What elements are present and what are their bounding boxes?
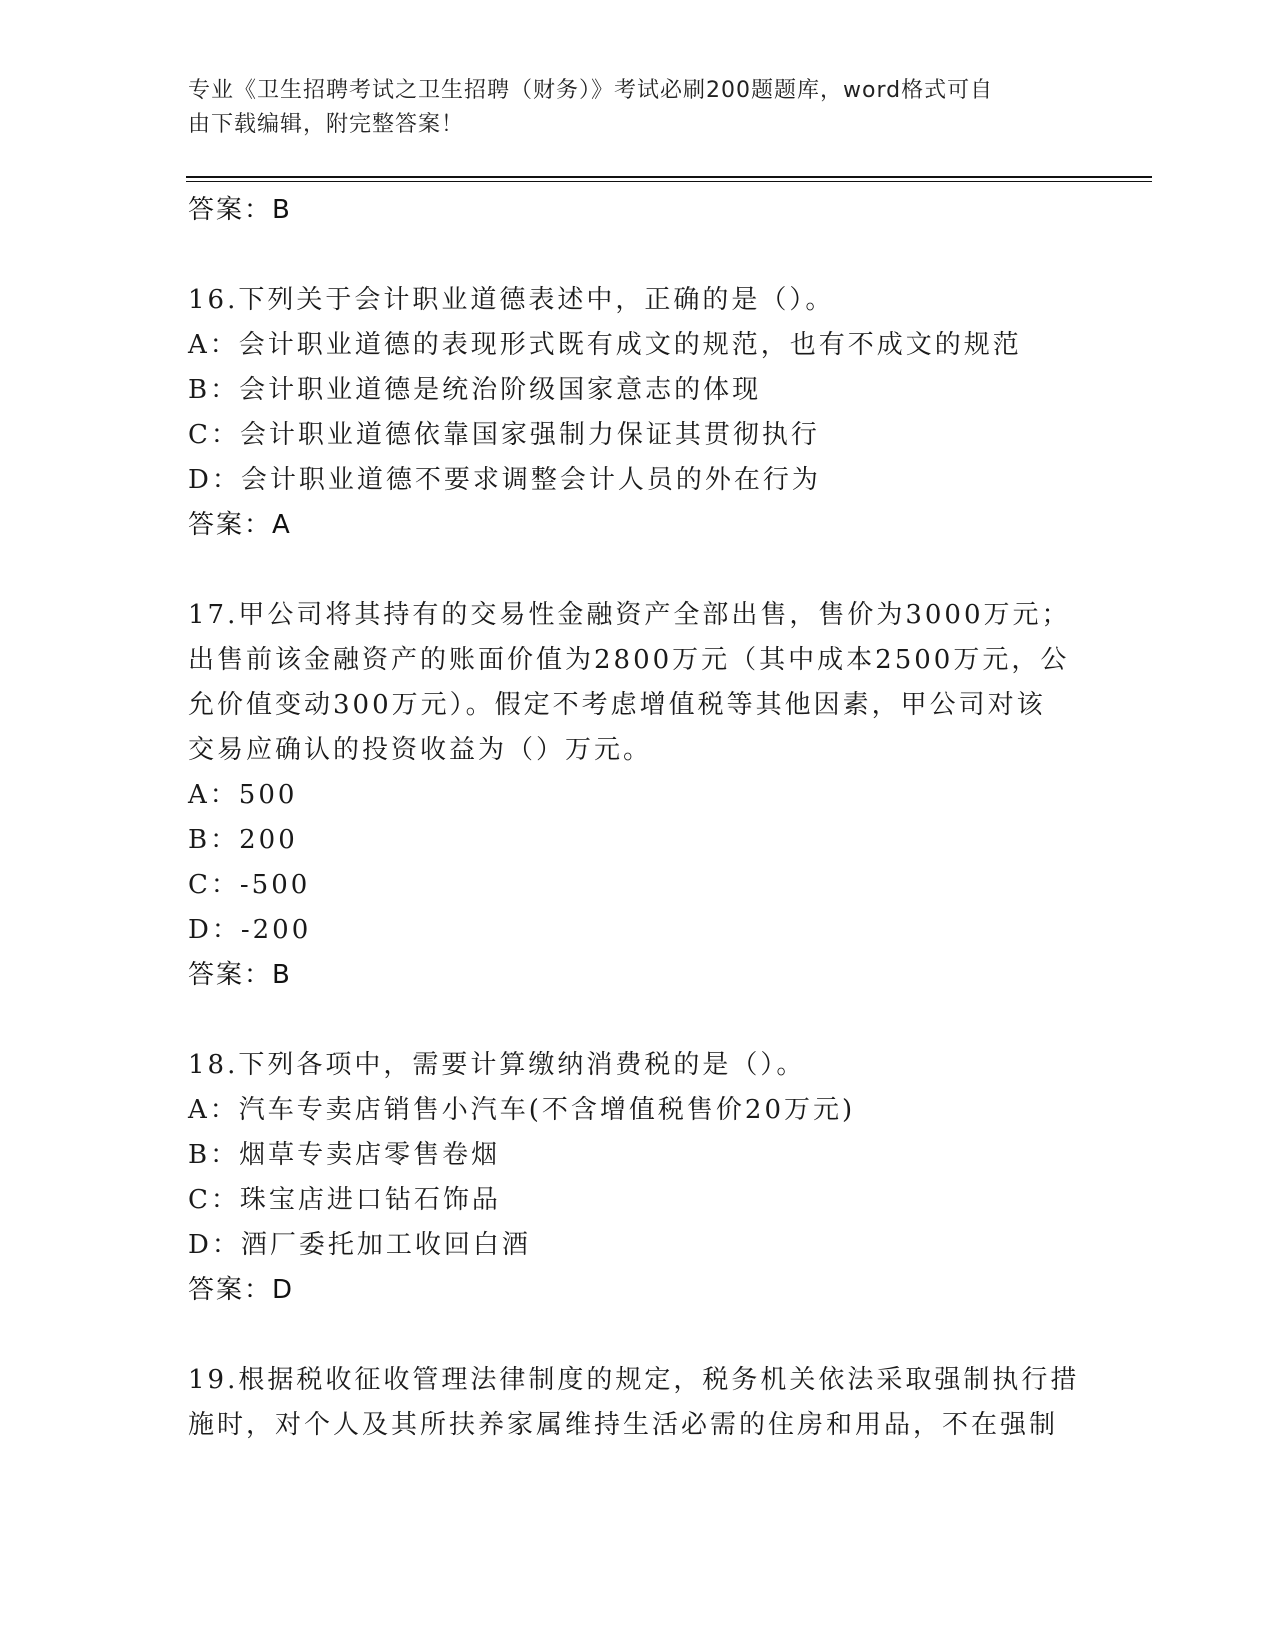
answer: 答案：B: [188, 960, 292, 990]
option-d: D：-200: [188, 915, 312, 945]
question-text: 交易应确认的投资收益为（）万元。: [188, 735, 653, 765]
option-b: B：会计职业道德是统治阶级国家意志的体现: [188, 375, 762, 405]
document-body: [188, 188, 1088, 1448]
option-b: B：烟草专卖店零售卷烟: [188, 1140, 501, 1170]
question-text: 19.根据税收征收管理法律制度的规定，税务机关依法采取强制执行措: [188, 1365, 1080, 1395]
page-header: [188, 74, 1068, 142]
option-c: C：会计职业道德依靠国家强制力保证其贯彻执行: [188, 420, 820, 450]
option-a: A：汽车专卖店销售小汽车(不含增值税售价20万元): [188, 1095, 856, 1125]
question-19: [188, 1358, 1088, 1448]
option-a: A：会计职业道德的表现形式既有成文的规范，也有不成文的规范: [188, 330, 1022, 360]
spacer: [188, 548, 1088, 593]
header-line-1: 专业《卫生招聘考试之卫生招聘（财务）》考试必刷200题题库，word格式可自: [188, 78, 994, 103]
question-18: [188, 1043, 1088, 1313]
option-c: C：-500: [188, 870, 311, 900]
header-rule-thick: [186, 176, 1152, 178]
option-c: C：珠宝店进口钻石饰品: [188, 1185, 501, 1215]
question-text: 允价值变动300万元）。假定不考虑增值税等其他因素，甲公司对该: [188, 690, 1046, 720]
header-line-2: 由下载编辑，附完整答案！: [188, 112, 465, 137]
option-d: D：酒厂委托加工收回白酒: [188, 1230, 531, 1260]
option-d: D：会计职业道德不要求调整会计人员的外在行为: [188, 465, 821, 495]
question-text: 18.下列各项中，需要计算缴纳消费税的是（）。: [188, 1050, 806, 1080]
header-rule-thin: [186, 181, 1152, 182]
question-16: [188, 278, 1088, 548]
spacer: [188, 233, 1088, 278]
question-text: 出售前该金融资产的账面价值为2800万元（其中成本2500万元，公: [188, 645, 1070, 675]
answer: 答案：A: [188, 510, 292, 540]
question-text: 施时，对个人及其所扶养家属维持生活必需的住房和用品，不在强制: [188, 1410, 1059, 1440]
previous-answer: 答案：B: [188, 195, 292, 225]
spacer: [188, 998, 1088, 1043]
option-b: B：200: [188, 825, 298, 855]
option-a: A：500: [188, 780, 298, 810]
question-text: 16.下列关于会计职业道德表述中，正确的是（）。: [188, 285, 835, 315]
question-text: 17.甲公司将其持有的交易性金融资产全部出售，售价为3000万元；: [188, 600, 1071, 630]
question-17: [188, 593, 1088, 998]
spacer: [188, 1313, 1088, 1358]
answer: 答案：D: [188, 1275, 295, 1305]
